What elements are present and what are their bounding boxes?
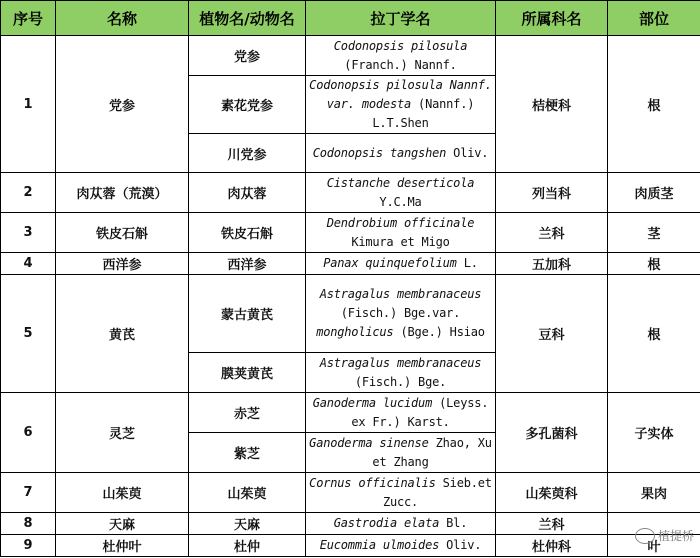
table-row bbox=[1, 393, 700, 433]
species-cn: 杜仲 bbox=[189, 535, 306, 557]
table-row bbox=[1, 473, 700, 513]
species-cn: 蒙古黄芪 bbox=[189, 275, 306, 353]
col-header-name: 名称 bbox=[56, 1, 189, 36]
species-cn: 川党参 bbox=[189, 134, 306, 173]
row-index: 9 bbox=[1, 535, 56, 557]
table-row bbox=[1, 513, 700, 535]
row-family: 豆科 bbox=[496, 275, 608, 393]
row-family: 兰科 bbox=[496, 513, 608, 535]
row-index: 2 bbox=[1, 173, 56, 213]
row-name: 肉苁蓉（荒漠） bbox=[56, 173, 189, 213]
row-index: 3 bbox=[1, 213, 56, 253]
table-row bbox=[1, 173, 700, 213]
row-index: 8 bbox=[1, 513, 56, 535]
row-index: 4 bbox=[1, 253, 56, 275]
species-cn: 紫芝 bbox=[189, 433, 306, 473]
species-cn: 肉苁蓉 bbox=[189, 173, 306, 213]
watermark: 植提桥 bbox=[635, 527, 694, 545]
species-latin: Astragalus membranaceus (Fisch.) Bge.var. mongholicus (Bge.) Hsiao bbox=[306, 275, 496, 353]
row-name: 灵芝 bbox=[56, 393, 189, 473]
species-latin: Ganoderma sinense Zhao, Xu et Zhang bbox=[306, 433, 496, 473]
species-latin: Codonopsis pilosula (Franch.) Nannf. bbox=[306, 36, 496, 76]
row-part: 果肉 bbox=[608, 473, 700, 513]
row-part: 子实体 bbox=[608, 393, 700, 473]
row-name: 杜仲叶 bbox=[56, 535, 189, 557]
row-part: 叶 bbox=[608, 535, 700, 557]
row-part: 肉质茎 bbox=[608, 173, 700, 213]
row-index: 6 bbox=[1, 393, 56, 473]
table-row bbox=[1, 36, 700, 76]
row-name: 山茱萸 bbox=[56, 473, 189, 513]
header-row bbox=[1, 1, 700, 36]
species-cn: 党参 bbox=[189, 36, 306, 76]
col-header-index: 序号 bbox=[1, 1, 56, 36]
col-header-species-cn: 植物名/动物名 bbox=[189, 1, 306, 36]
species-latin: Gastrodia elata Bl. bbox=[306, 513, 496, 535]
row-name: 党参 bbox=[56, 36, 189, 173]
row-name: 西洋参 bbox=[56, 253, 189, 275]
row-part: 根 bbox=[608, 36, 700, 173]
row-index: 5 bbox=[1, 275, 56, 393]
row-name: 天麻 bbox=[56, 513, 189, 535]
species-cn: 天麻 bbox=[189, 513, 306, 535]
row-index: 7 bbox=[1, 473, 56, 513]
col-header-latin: 拉丁学名 bbox=[306, 1, 496, 36]
row-family: 杜仲科 bbox=[496, 535, 608, 557]
species-latin: Panax quinquefolium L. bbox=[306, 253, 496, 275]
species-latin: Ganoderma lucidum (Leyss. ex Fr.) Karst. bbox=[306, 393, 496, 433]
table-row bbox=[1, 535, 700, 557]
species-latin: Cornus officinalis Sieb.et Zucc. bbox=[306, 473, 496, 513]
row-family: 列当科 bbox=[496, 173, 608, 213]
species-latin: Cistanche deserticola Y.C.Ma bbox=[306, 173, 496, 213]
row-family: 桔梗科 bbox=[496, 36, 608, 173]
species-latin: Eucommia ulmoides Oliv. bbox=[306, 535, 496, 557]
species-cn: 膜荚黄芪 bbox=[189, 353, 306, 393]
row-family: 五加科 bbox=[496, 253, 608, 275]
row-name: 黄芪 bbox=[56, 275, 189, 393]
species-cn: 铁皮石斛 bbox=[189, 213, 306, 253]
row-family: 山茱萸科 bbox=[496, 473, 608, 513]
row-part: 根 bbox=[608, 275, 700, 393]
row-part: 根 bbox=[608, 253, 700, 275]
table-row bbox=[1, 275, 700, 353]
table-row bbox=[1, 213, 700, 253]
species-latin: Codonopsis tangshen Oliv. bbox=[306, 134, 496, 173]
species-cn: 西洋参 bbox=[189, 253, 306, 275]
species-latin: Dendrobium officinale Kimura et Migo bbox=[306, 213, 496, 253]
row-name: 铁皮石斛 bbox=[56, 213, 189, 253]
col-header-family: 所属科名 bbox=[496, 1, 608, 36]
species-cn: 素花党参 bbox=[189, 76, 306, 134]
row-index: 1 bbox=[1, 36, 56, 173]
species-latin: Codonopsis pilosula Nannf. var. modesta (Nannf.) L.T.Shen bbox=[306, 76, 496, 134]
row-family: 多孔菌科 bbox=[496, 393, 608, 473]
row-part: 茎 bbox=[608, 213, 700, 253]
row-family: 兰科 bbox=[496, 213, 608, 253]
species-latin: Astragalus membranaceus (Fisch.) Bge. bbox=[306, 353, 496, 393]
species-cn: 赤芝 bbox=[189, 393, 306, 433]
col-header-part: 部位 bbox=[608, 1, 700, 36]
species-cn: 山茱萸 bbox=[189, 473, 306, 513]
table-row bbox=[1, 253, 700, 275]
wechat-icon bbox=[635, 528, 655, 544]
